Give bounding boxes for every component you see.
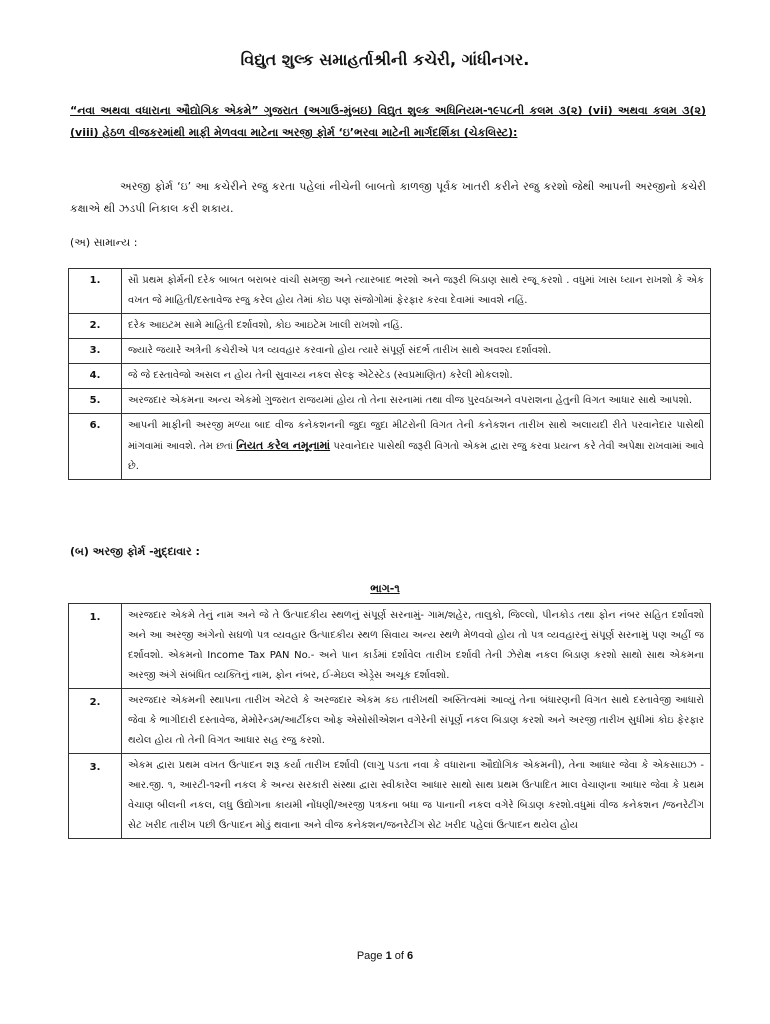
table-row — [69, 389, 711, 414]
section-a-label: (અ) સામાન્ય : — [70, 236, 138, 249]
table-row — [69, 689, 711, 754]
item-text: દરેક આઇટમ સામે માહિતી દર્શાવશો, કોઇ આઇટેમ ખાલી રાખશો નહિં. — [122, 314, 711, 339]
page-of: of — [391, 950, 408, 962]
intro-paragraph: અરજી ફોર્મ ‘ઇ’ આ કચેરીને રજુ કરતા પહેલાં નીચેની બાબતો કાળજી પૂર્વક ખાતરી કરીને રજુ કરશો જેથી આપની અરજીનો કચેરી કક્ષાએ થી ઝડપી નિકાલ કરી શકાય. — [70, 180, 706, 215]
item-text: અરજદાર એકમના અન્ય એકમો ગુજરાત રાજયમાં હોય તો તેના સરનામાં તથા વીજ પુરવઠાઅને વપરાશના હેતુની વિગત આધાર સાથે આપશો. — [122, 389, 711, 414]
item-text-part: આપની માફીની અરજી મળ્યા બાદ વીજ કનેકશનની જુદા જુદા મીટરોની વિગત તેની કનેકશન તારીખ સાથે અલાયદી રીતે પરવાનેદાર પાસેથી માંગવામાં આવશે. તેમ છતાં — [128, 420, 704, 452]
section-b-label: (બ) અરજી ફોર્મ -મુદ્દાવાર : — [70, 545, 200, 558]
item-text: જે જે દસ્તાવેજો અસલ ન હોય તેની સુવાચ્ય નકલ સેલ્ફ એટેસ્ટેડ (સ્વપ્રમાણિત) કરેલી મોકલશો. — [122, 364, 711, 389]
item-number: 2. — [69, 689, 122, 754]
general-instructions-table — [68, 268, 711, 480]
item-text: જ્યારે જયારે અત્રેની કચેરીએ પત્ર વ્યવહાર કરવાનો હોય ત્યારે સંપૂર્ણ સંદર્ભ તારીખ સાથે અવશ્ય દર્શાવશો. — [122, 339, 711, 364]
item-number: 5. — [69, 389, 122, 414]
item-number: 6. — [69, 414, 122, 480]
table-row — [69, 314, 711, 339]
table-row — [69, 754, 711, 839]
item-number: 1. — [69, 604, 122, 689]
table-row — [69, 269, 711, 314]
item-number: 2. — [69, 314, 122, 339]
total-pages: 6 — [407, 950, 414, 962]
item-text — [122, 414, 711, 480]
item-number: 3. — [69, 339, 122, 364]
part1-instructions-table — [68, 603, 711, 839]
item-number: 1. — [69, 269, 122, 314]
item-text: અરજદાર એકમે તેનું નામ અને જે તે ઉત્પાદકીય સ્થળનું સંપૂર્ણ સરનામું- ગામ/શહેર, તાલુકો, જિલ્લો, પીનકોડ તથા ફોન નંબર સહિત દર્શાવશો અને આ અરજી અંગેનો સઘળો પત્ર વ્યવહાર ઉત્પાદકીય સ્થળ સિવાય અન્ય સ્થળે મેળવવો હોય તો પત્ર વ્યવહારનું સંપૂર્ણ સરનામું પણ અહીં જ દર્શાવશો. એકમનો Income Tax PAN No.- અને પાન કાર્ડમાં દર્શાવેલ તારીખ દર્શાવી તેની ઝેરોક્ષ નકલ બિડાણ કરશો સાથો સાથ એકમના અરજી અંગે સંબંધિત વ્યક્તિનું નામ, ફોન નંબર, ઈ-મેઇલ એડ્રેસ અચૂક દર્શાવશો. — [122, 604, 711, 689]
item-number: 4. — [69, 364, 122, 389]
office-title: વિદ્યુત શુલ્ક સમાહર્તાશ્રીની કચેરી, ગાંધીનગર. — [240, 50, 530, 69]
table-row — [69, 364, 711, 389]
document-heading: “નવા અથવા વધારાના ઔદ્યોગિક એકમે” ગુજરાત (અગાઉ-મુંબઇ) વિદ્યુત શુલ્ક અધિનિયમ-૧૯૫૮ની કલમ ૩(૨) (vii) અથવા કલમ ૩(૨) (viii) હેઠળ વીજકરમાંથી માફી મેળવવા માટેના અરજી ફોર્મ ‘ઇ’ભરવા માટેની માર્ગદર્શિકા (ચેકલિસ્ટ): — [70, 104, 706, 139]
table-row — [69, 604, 711, 689]
item-text: અરજદાર એકમની સ્થાપના તારીખ એટલે કે અરજદાર એકમ કઇ તારીખથી અસ્તિત્વમાં આવ્યું તેના બંધારણની વિગત સાથે દસ્તાવેજી આધારો જેવા કે ભાગીદારી દસ્તાવેજ, મેમોરેન્ડમ/આર્ટીકલ ઓફ એસોસીએશન વગેરેની સંપૂર્ણ નકલ બિડાણ કરશો અને અરજી તારીખ સુધીમાં કોઇ ફેરફાર થયેલ હોય તો તેની વિગત આધાર સહ રજુ કરશો. — [122, 689, 711, 754]
emphasized-text: નિયત કરેલ નમૂનામાં — [236, 439, 331, 452]
page-prefix: Page — [356, 950, 386, 962]
current-page: 1 — [385, 950, 392, 962]
item-text: એકમ દ્વારા પ્રથમ વખત ઉત્પાદન શરૂ કર્યા તારીખ દર્શાવી (લાગુ પડતા નવા કે વધારાના ઔદ્યોગિક એકમની), તેના આધાર જેવા કે એકસાઇઝ - આર.જી. ૧, આરટી-૧૨ની નકલ કે અન્ય સરકારી સંસ્થા દ્વારા સ્વીકારેલ આધાર સાથો સાથ પ્રથમ ઉત્પાદિત માલ વેચાણના આધાર જેવા કે પ્રથમ વેચાણ બીલની નકલ, લધુ ઉદ્યોગના કાયમી નોંધણી/અરજી પત્રકના બધા જ પાનાની નકલ વગેરે બિડાણ કરશો.વધુમાં વીજ કનેકશન /જનરેટીંગ સેટ ખરીદ તારીખ પછી ઉત્પાદન મોડું થવાના અને વીજ કનેકશન/જનરેટીંગ સેટ ખરીદ પહેલાં ઉત્પાદન થયેલ હોય — [122, 754, 711, 839]
item-text-part: પરવાનેદાર પાસેથી જરૂરી વિગતો એકમ દ્વારા રજુ કરવા પ્રયત્ન કરે તેવી અપેક્ષા રાખવામાં આવે છે. — [128, 441, 704, 472]
page-footer — [0, 950, 770, 962]
item-number: 3. — [69, 754, 122, 839]
part-title: ભાગ-૧ — [370, 582, 400, 595]
table-row — [69, 414, 711, 480]
item-text: સૌ પ્રથમ ફોર્મની દરેક બાબત બરાબર વાંચી સમજી અને ત્યારબાદ ભરશો અને જરૂરી બિડાણ સાથે રજૂ કરશો . વધુમાં ખાસ ધ્યાન રાખશો કે એક વખત જે માહિતી/દસ્તાવેજ રજુ કરેલ હોય તેમાં કોઇ પણ સંજોગોમાં ફેરફાર કરવા દેવામાં આવશે નહિં. — [122, 269, 711, 314]
table-row — [69, 339, 711, 364]
